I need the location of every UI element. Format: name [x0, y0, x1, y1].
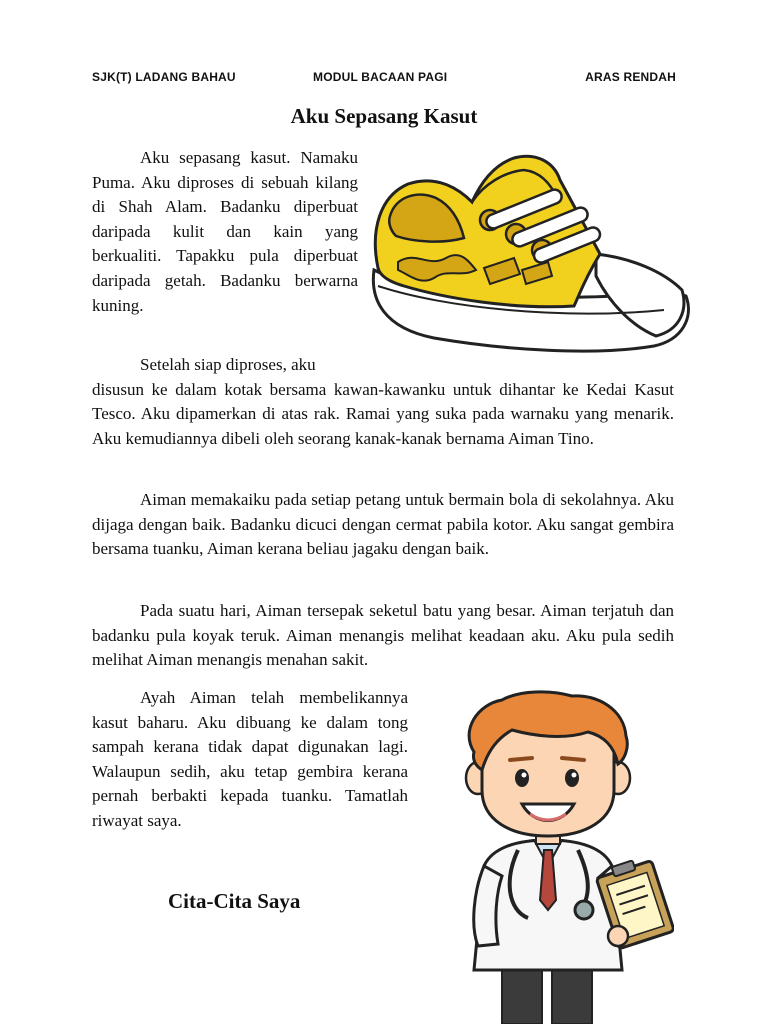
- story-title: Aku Sepasang Kasut: [290, 104, 478, 128]
- paragraph-3: Aiman memakaiku pada setiap petang untuk bermain bola di sekolahnya. Aku dijaga dengan baik. Badanku dicuci dengan cermat pabila kotor. Aku sangat gembira bersama tuanku, Aiman kerana beliau jagaku dengan baik.: [92, 490, 674, 559]
- paragraph-2-rest: disusun ke dalam kotak bersama kawan-kawanku untuk dihantar ke Kedai Kasut Tesco. Aku dipamerkan di atas rak. Ramai yang suka pada warnaku yang menarik. Aku kemudiannya dibeli oleh seorang kanak-kanak bernama Aiman Tino.: [92, 379, 674, 448]
- paragraph-5: Ayah Aiman telah membelikannya kasut baharu. Aku dibuang ke dalam tong sampah kerana tidak dapat digunakan lagi. Walaupun sedih, aku tetap gembira kerana pernah berbakti kepada tuanku. Tamatlah riwayat saya.: [92, 688, 408, 830]
- cartoon-doctor-illustration: [438, 690, 674, 1024]
- paragraph-1: Aku sepasang kasut. Namaku Puma. Aku diproses di sebuah kilang di Shah Alam. Badanku diperbuat daripada kulit dan kain yang berkualiti. Tapakku pula diperbuat daripada getah. Badanku berwarna kuning.: [92, 148, 358, 315]
- level-label: ARAS RENDAH: [585, 70, 676, 84]
- paragraph-2-first-line: Setelah siap diproses, aku: [140, 355, 316, 374]
- page-header: [92, 70, 676, 86]
- next-story-title: Cita-Cita Saya: [168, 889, 301, 913]
- school-name: SJK(T) LADANG BAHAU: [92, 70, 236, 84]
- module-name: MODUL BACAAN PAGI: [313, 70, 448, 84]
- paragraph-4: Pada suatu hari, Aiman tersepak seketul batu yang besar. Aiman terjatuh dan badanku pula koyak teruk. Aiman menangis melihat keadaan aku. Aku pula sedih melihat Aiman menangis menahan sakit.: [92, 601, 674, 670]
- yellow-sneaker-illustration: [364, 150, 692, 368]
